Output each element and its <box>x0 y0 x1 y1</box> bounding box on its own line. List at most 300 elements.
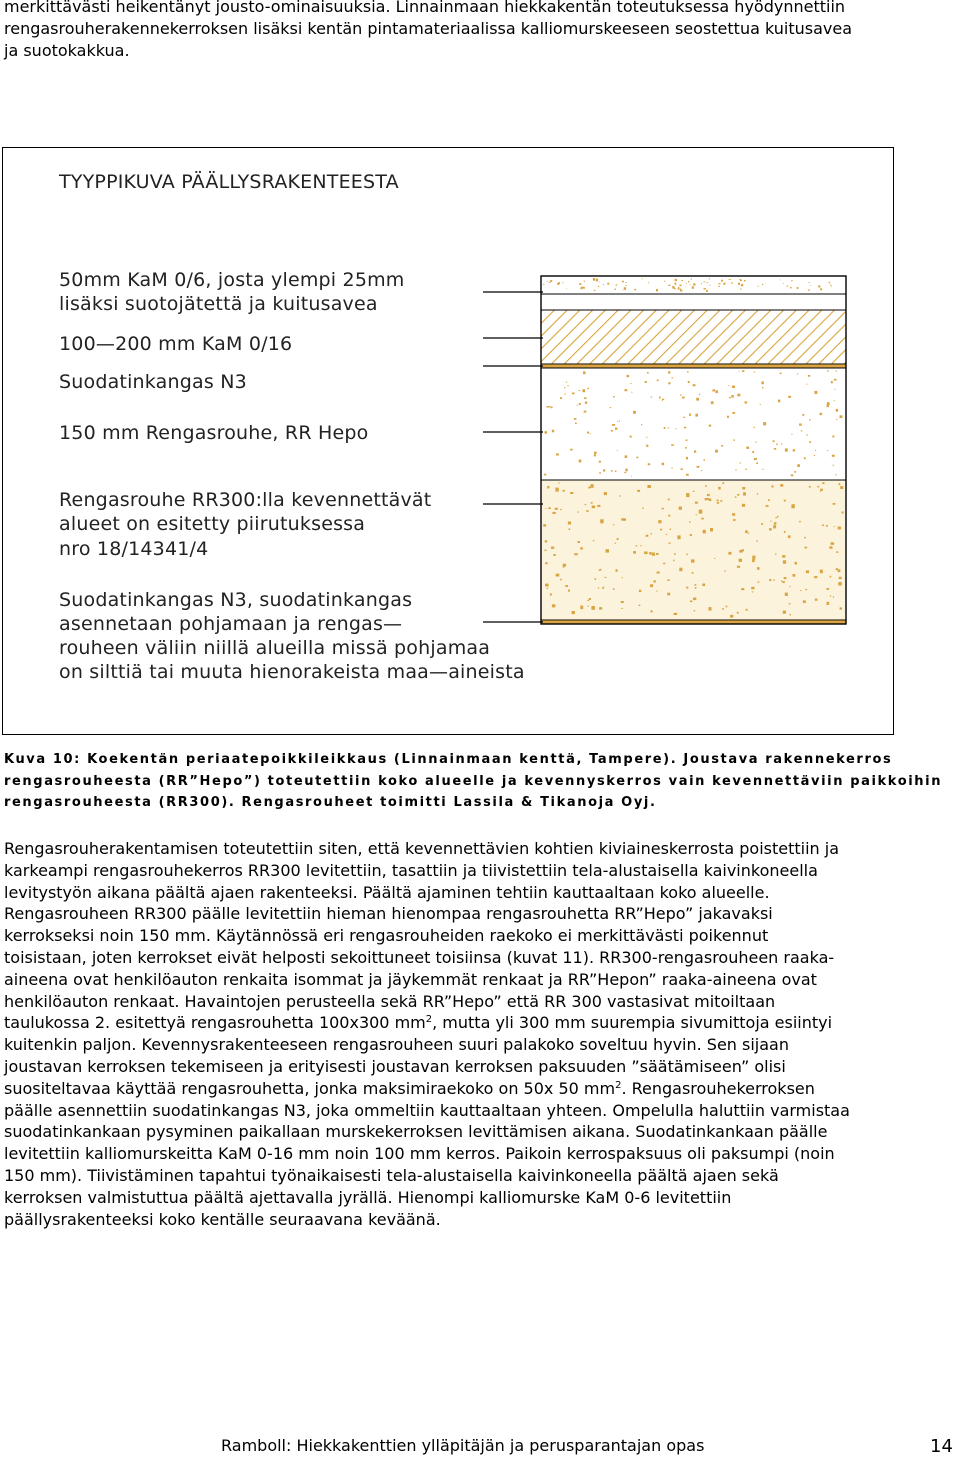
caption-line: rengasrouheesta (RR300). Rengasrouheet toimitti Lassila & Tikanoja Oyj. <box>4 795 657 811</box>
aggregate-speck <box>545 431 548 434</box>
aggregate-speck <box>706 290 708 292</box>
aggregate-speck <box>791 434 792 435</box>
aggregate-speck <box>594 452 597 455</box>
aggregate-speck <box>693 491 695 492</box>
aggregate-speck <box>592 506 595 509</box>
aggregate-speck <box>560 579 562 581</box>
aggregate-speck <box>579 283 581 285</box>
aggregate-speck <box>799 521 801 523</box>
aggregate-speck <box>593 278 595 281</box>
aggregate-speck <box>793 449 795 451</box>
aggregate-speck <box>732 513 735 516</box>
aggregate-speck <box>668 285 670 286</box>
aggregate-speck <box>741 588 744 590</box>
aggregate-speck <box>599 570 601 572</box>
aggregate-speck <box>797 464 800 467</box>
aggregate-speck <box>809 419 811 420</box>
aggregate-speck <box>551 547 554 549</box>
aggregate-speck <box>599 461 601 463</box>
aggregate-speck <box>566 382 567 383</box>
aggregate-speck <box>726 606 728 608</box>
layer-column <box>541 276 846 624</box>
aggregate-speck <box>630 436 632 438</box>
aggregate-speck <box>693 283 695 285</box>
aggregate-speck <box>728 552 731 555</box>
aggregate-speck <box>626 282 627 283</box>
aggregate-speck <box>613 524 615 525</box>
aggregate-speck <box>756 462 758 464</box>
aggregate-speck <box>719 283 720 284</box>
aggregate-speck <box>757 286 758 287</box>
aggregate-speck <box>549 406 550 407</box>
aggregate-speck <box>717 500 719 502</box>
aggregate-speck <box>631 383 632 384</box>
aggregate-speck <box>718 283 719 284</box>
aggregate-speck <box>784 577 787 579</box>
aggregate-speck <box>594 454 596 456</box>
aggregate-speck <box>604 492 607 495</box>
aggregate-speck <box>727 416 729 418</box>
aggregate-speck <box>591 606 595 610</box>
aggregate-speck <box>752 559 755 562</box>
cross-section-figure <box>2 147 894 735</box>
aggregate-speck <box>611 470 613 471</box>
aggregate-speck <box>625 455 628 458</box>
aggregate-speck <box>760 404 761 405</box>
aggregate-speck <box>791 474 794 476</box>
aggregate-speck <box>546 588 548 589</box>
aggregate-speck <box>690 285 691 286</box>
aggregate-speck <box>702 584 705 587</box>
paragraph-line: levitettiin kalliomurskeitta KaM 0-16 mm noin 100 mm kerros. Paikoin kerrospaksuus oli paksumpi (noin <box>4 1144 835 1164</box>
aggregate-speck <box>820 288 822 290</box>
aggregate-speck <box>780 484 783 487</box>
aggregate-speck <box>572 393 575 395</box>
aggregate-speck <box>745 530 748 533</box>
aggregate-speck <box>820 413 823 415</box>
aggregate-speck <box>664 281 665 282</box>
aggregate-speck <box>784 531 786 533</box>
aggregate-speck <box>831 542 835 545</box>
aggregate-speck <box>696 398 699 401</box>
aggregate-speck <box>732 386 735 389</box>
aggregate-speck <box>758 582 760 583</box>
paragraph-line: aineena ovat henkilöauton renkaita isommat ja jäykemmät renkaat ja RR”Hepon” raaka-aineena ovat <box>4 969 817 989</box>
figure-title: TYYPPIKUVA PÄÄLLYSRAKENTEESTA <box>59 171 399 193</box>
aggregate-speck <box>762 284 763 285</box>
aggregate-speck <box>544 474 546 476</box>
aggregate-speck <box>803 600 806 603</box>
label-kam-0-16: 100—200 mm KaM 0/16 <box>59 333 293 355</box>
aggregate-speck <box>707 494 710 496</box>
aggregate-speck <box>621 601 624 603</box>
aggregate-speck <box>651 610 653 612</box>
aggregate-speck <box>838 569 841 572</box>
aggregate-speck <box>545 584 549 587</box>
aggregate-speck <box>584 281 586 282</box>
aggregate-speck <box>627 375 630 377</box>
aggregate-speck <box>711 401 714 404</box>
paragraph-line: kerroksen valmistuttua päältä ajettavalla jyrällä. Hienompi kalliomurske KaM 0-6 levitettiin <box>4 1187 732 1207</box>
aggregate-speck <box>659 397 661 399</box>
aggregate-speck <box>839 577 842 579</box>
aggregate-speck <box>691 559 695 562</box>
aggregate-speck <box>656 591 657 592</box>
aggregate-speck <box>731 395 734 398</box>
aggregate-speck <box>658 520 661 523</box>
paragraph-line: suositeltavaa käyttää rengasrouhetta, jonka maksimiraekoko on 50x 50 $mm^2$. Rengasrouhekerroksen <box>4 1078 815 1098</box>
aggregate-speck <box>728 385 729 386</box>
aggregate-speck <box>569 528 571 530</box>
aggregate-speck <box>752 591 754 592</box>
aggregate-speck <box>615 543 616 544</box>
aggregate-speck <box>806 434 807 435</box>
aggregate-speck <box>640 545 642 546</box>
aggregate-speck <box>804 537 806 539</box>
aggregate-speck <box>718 286 720 287</box>
aggregate-speck <box>555 488 558 492</box>
aggregate-speck <box>564 394 565 395</box>
aggregate-speck <box>568 522 571 525</box>
aggregate-speck <box>634 289 636 291</box>
aggregate-speck <box>805 589 807 590</box>
aggregate-speck <box>741 549 744 551</box>
aggregate-speck <box>651 533 652 535</box>
aggregate-speck <box>574 553 577 555</box>
aggregate-speck <box>709 607 712 611</box>
aggregate-speck <box>773 580 775 581</box>
aggregate-speck <box>840 607 842 609</box>
aggregate-speck <box>599 282 600 283</box>
aggregate-speck <box>626 285 627 286</box>
aggregate-speck <box>639 590 641 592</box>
aggregate-speck <box>801 430 803 431</box>
aggregate-speck <box>782 555 785 558</box>
aggregate-speck <box>723 482 725 484</box>
label-rr300-line2: alueet on esitetty piirutuksessa <box>59 513 366 535</box>
aggregate-speck <box>674 553 676 555</box>
aggregate-speck <box>791 280 792 281</box>
aggregate-speck <box>744 280 746 282</box>
aggregate-speck <box>607 283 609 285</box>
aggregate-speck <box>642 508 644 509</box>
aggregate-speck <box>815 599 818 601</box>
aggregate-speck <box>550 593 552 595</box>
aggregate-speck <box>646 445 648 447</box>
aggregate-speck <box>672 286 674 289</box>
paragraph-line: levitystyön aikana päältä ajaen rakenteeksi. Päältä ajaminen tehtiin kauttaaltaan koko alueelle. <box>4 882 770 902</box>
aggregate-speck <box>745 401 748 403</box>
aggregate-speck <box>650 584 653 587</box>
aggregate-speck <box>785 448 788 451</box>
aggregate-speck <box>737 566 740 568</box>
aggregate-speck <box>686 474 689 476</box>
aggregate-speck <box>552 430 554 433</box>
aggregate-speck <box>567 385 568 386</box>
aggregate-speck <box>570 492 573 494</box>
aggregate-speck <box>738 283 740 285</box>
label-filter-n3: Suodatinkangas N3 <box>59 371 247 393</box>
aggregate-speck <box>827 370 829 371</box>
aggregate-speck <box>748 533 750 534</box>
aggregate-speck <box>739 371 740 372</box>
aggregate-speck <box>642 278 643 279</box>
paragraph-line: päällysrakenteeksi koko kentälle seuraavana keväänä. <box>4 1209 441 1229</box>
aggregate-speck <box>830 284 831 285</box>
aggregate-speck <box>578 541 580 543</box>
aggregate-speck <box>654 580 656 582</box>
aggregate-speck <box>783 283 784 284</box>
aggregate-speck <box>742 487 745 490</box>
aggregate-speck <box>633 551 636 554</box>
aggregate-speck <box>547 281 548 282</box>
aggregate-speck <box>679 285 681 287</box>
aggregate-speck <box>704 288 706 290</box>
aggregate-speck <box>617 450 618 451</box>
aggregate-speck <box>809 486 811 488</box>
label-fabric-line4: on silttiä tai muuta hienorakeista maa—aineista <box>59 661 525 683</box>
aggregate-speck <box>836 551 838 553</box>
aggregate-speck <box>619 420 620 421</box>
paragraph-line: suodatinkankaan pysyminen paikallaan murskekerroksen levittämisen aikana. Suodatinkankaan päälle <box>4 1122 828 1142</box>
aggregate-speck <box>834 389 835 390</box>
aggregate-speck <box>742 504 745 507</box>
aggregate-speck <box>686 587 688 589</box>
aggregate-speck <box>735 470 736 471</box>
aggregate-speck <box>818 285 820 287</box>
aggregate-speck <box>834 526 835 527</box>
aggregate-speck <box>723 283 725 285</box>
aggregate-speck <box>579 460 582 463</box>
aggregate-speck <box>680 394 682 395</box>
aggregate-speck <box>695 502 698 504</box>
aggregate-speck <box>826 588 829 590</box>
aggregate-speck <box>836 568 838 570</box>
aggregate-speck <box>577 405 578 406</box>
aggregate-speck <box>734 439 735 441</box>
aggregate-speck <box>762 469 763 470</box>
aggregate-speck <box>831 381 833 383</box>
aggregate-speck <box>712 389 715 391</box>
aggregate-speck <box>570 449 573 451</box>
aggregate-speck <box>743 492 746 495</box>
aggregate-speck <box>624 287 626 290</box>
aggregate-speck <box>678 287 679 289</box>
aggregate-speck <box>773 525 776 528</box>
aggregate-speck <box>740 463 741 464</box>
aggregate-speck <box>662 463 665 466</box>
aggregate-speck <box>795 562 797 565</box>
aggregate-speck <box>820 570 823 574</box>
aggregate-speck <box>769 579 771 581</box>
aggregate-speck <box>688 381 690 383</box>
aggregate-speck <box>725 283 726 284</box>
aggregate-speck <box>600 519 603 523</box>
aggregate-speck <box>652 553 655 556</box>
aggregate-speck <box>588 606 589 607</box>
aggregate-speck <box>574 418 577 420</box>
aggregate-speck <box>766 505 769 507</box>
label-surface-line2: lisäksi suotojätettä ja kuitusavea <box>59 293 378 315</box>
aggregate-speck <box>827 405 829 407</box>
aggregate-speck <box>814 391 817 394</box>
label-surface-line1: 50mm KaM 0/6, josta ylempi 25mm <box>59 269 405 291</box>
aggregate-speck <box>671 444 674 446</box>
aggregate-speck <box>686 283 687 284</box>
aggregate-speck <box>583 389 586 392</box>
aggregate-speck <box>802 414 804 416</box>
aggregate-speck <box>745 469 746 470</box>
aggregate-speck <box>564 387 565 388</box>
aggregate-speck <box>832 455 835 457</box>
aggregate-speck <box>595 578 597 580</box>
aggregate-speck <box>778 400 780 403</box>
aggregate-speck <box>737 394 740 397</box>
aggregate-speck <box>562 282 563 283</box>
aggregate-speck <box>547 406 549 408</box>
aggregate-speck <box>560 397 562 399</box>
aggregate-speck <box>692 572 694 574</box>
aggregate-speck <box>637 490 640 492</box>
cross-section-drawing <box>3 148 893 734</box>
aggregate-speck <box>598 587 599 588</box>
aggregate-speck <box>610 407 611 408</box>
aggregate-speck <box>599 607 602 610</box>
paragraph-line: henkilöauton renkaat. Havaintojen perusteella sekä RR”Hepo” että RR 300 vastasivat mitoiltaan <box>4 991 776 1011</box>
aggregate-speck <box>581 287 583 288</box>
aggregate-speck <box>721 280 723 282</box>
aggregate-speck <box>761 523 763 525</box>
aggregate-speck <box>622 577 623 578</box>
aggregate-speck <box>664 427 666 429</box>
aggregate-speck <box>790 287 792 289</box>
aggregate-speck <box>588 487 590 489</box>
aggregate-speck <box>822 525 824 526</box>
aggregate-speck <box>674 613 678 615</box>
aggregate-speck <box>771 485 773 487</box>
aggregate-speck <box>797 373 798 374</box>
aggregate-speck <box>829 546 832 549</box>
aggregate-speck <box>814 576 817 578</box>
aggregate-speck <box>644 552 648 555</box>
aggregate-speck <box>651 397 653 398</box>
aggregate-speck <box>572 611 575 614</box>
aggregate-speck <box>674 283 676 285</box>
aggregate-speck <box>668 515 670 517</box>
aggregate-speck <box>695 414 698 417</box>
aggregate-speck <box>563 566 565 568</box>
aggregate-speck <box>793 574 796 577</box>
aggregate-speck <box>636 545 638 546</box>
aggregate-speck <box>656 553 659 555</box>
aggregate-speck <box>622 281 624 282</box>
aggregate-speck <box>660 529 662 531</box>
aggregate-speck <box>809 441 811 443</box>
aggregate-speck <box>636 457 638 459</box>
aggregate-speck <box>707 282 708 283</box>
aggregate-speck <box>692 286 694 288</box>
aggregate-speck <box>615 428 617 430</box>
paragraph-line: rengasrouherakennekerroksen lisäksi kentän pintamateriaalissa kalliomurskeeseen seostettua kuitusavea <box>4 18 852 38</box>
aggregate-speck <box>681 280 683 281</box>
aggregate-speck <box>673 560 674 562</box>
aggregate-speck <box>794 471 796 473</box>
body-paragraph <box>4 838 956 1230</box>
aggregate-speck <box>545 540 548 542</box>
aggregate-speck <box>777 516 779 518</box>
aggregate-speck <box>552 604 555 607</box>
aggregate-speck <box>584 411 587 413</box>
aggregate-speck <box>684 427 686 429</box>
aggregate-speck <box>672 377 673 378</box>
aggregate-speck <box>679 507 682 510</box>
aggregate-speck <box>694 610 696 611</box>
aggregate-speck <box>693 598 696 601</box>
aggregate-speck <box>649 552 652 555</box>
layer-filter-fabric-top <box>541 364 846 368</box>
aggregate-speck <box>550 280 552 282</box>
aggregate-speck <box>648 282 649 283</box>
aggregate-speck <box>810 285 811 286</box>
aggregate-speck <box>830 576 832 578</box>
caption-line: Kuva 10: Koekentän periaatepoikkileikkaus (Linnainmaan kenttä, Tampere). Joustava rakennekerros <box>4 752 893 767</box>
aggregate-speck <box>752 451 754 453</box>
aggregate-speck <box>775 554 777 555</box>
aggregate-speck <box>833 465 835 466</box>
aggregate-speck <box>781 443 782 444</box>
aggregate-speck <box>806 570 809 573</box>
aggregate-speck <box>657 380 659 382</box>
aggregate-speck <box>679 568 682 572</box>
aggregate-speck <box>689 521 690 522</box>
aggregate-speck <box>797 287 799 289</box>
aggregate-speck <box>686 554 688 555</box>
aggregate-speck <box>809 282 810 283</box>
aggregate-speck <box>614 289 616 290</box>
aggregate-speck <box>783 611 786 614</box>
aggregate-speck <box>735 496 737 498</box>
aggregate-speck <box>662 400 663 401</box>
aggregate-speck <box>603 284 604 285</box>
aggregate-speck <box>683 417 685 418</box>
aggregate-speck <box>720 500 722 502</box>
aggregate-speck <box>686 457 688 460</box>
aggregate-speck <box>575 423 577 424</box>
aggregate-speck <box>775 517 776 518</box>
aggregate-speck <box>832 436 834 438</box>
aggregate-speck <box>833 503 836 505</box>
aggregate-speck <box>730 615 733 618</box>
aggregate-speck <box>788 535 791 538</box>
aggregate-speck <box>733 519 735 521</box>
aggregate-speck <box>690 601 692 603</box>
aggregate-speck <box>836 419 837 420</box>
aggregate-speck <box>656 289 658 291</box>
aggregate-speck <box>788 396 791 398</box>
aggregate-speck <box>602 587 604 589</box>
aggregate-speck <box>724 571 726 572</box>
aggregate-speck <box>752 556 755 560</box>
aggregate-speck <box>800 590 801 591</box>
aggregate-speck <box>754 372 755 373</box>
label-rr-hepo: 150 mm Rengasrouhe, RR Hepo <box>59 422 369 444</box>
aggregate-speck <box>757 493 758 495</box>
aggregate-speck <box>790 614 791 616</box>
aggregate-speck <box>709 285 710 286</box>
leader-lines <box>483 292 543 622</box>
aggregate-speck <box>613 588 615 590</box>
aggregate-speck <box>701 470 702 471</box>
